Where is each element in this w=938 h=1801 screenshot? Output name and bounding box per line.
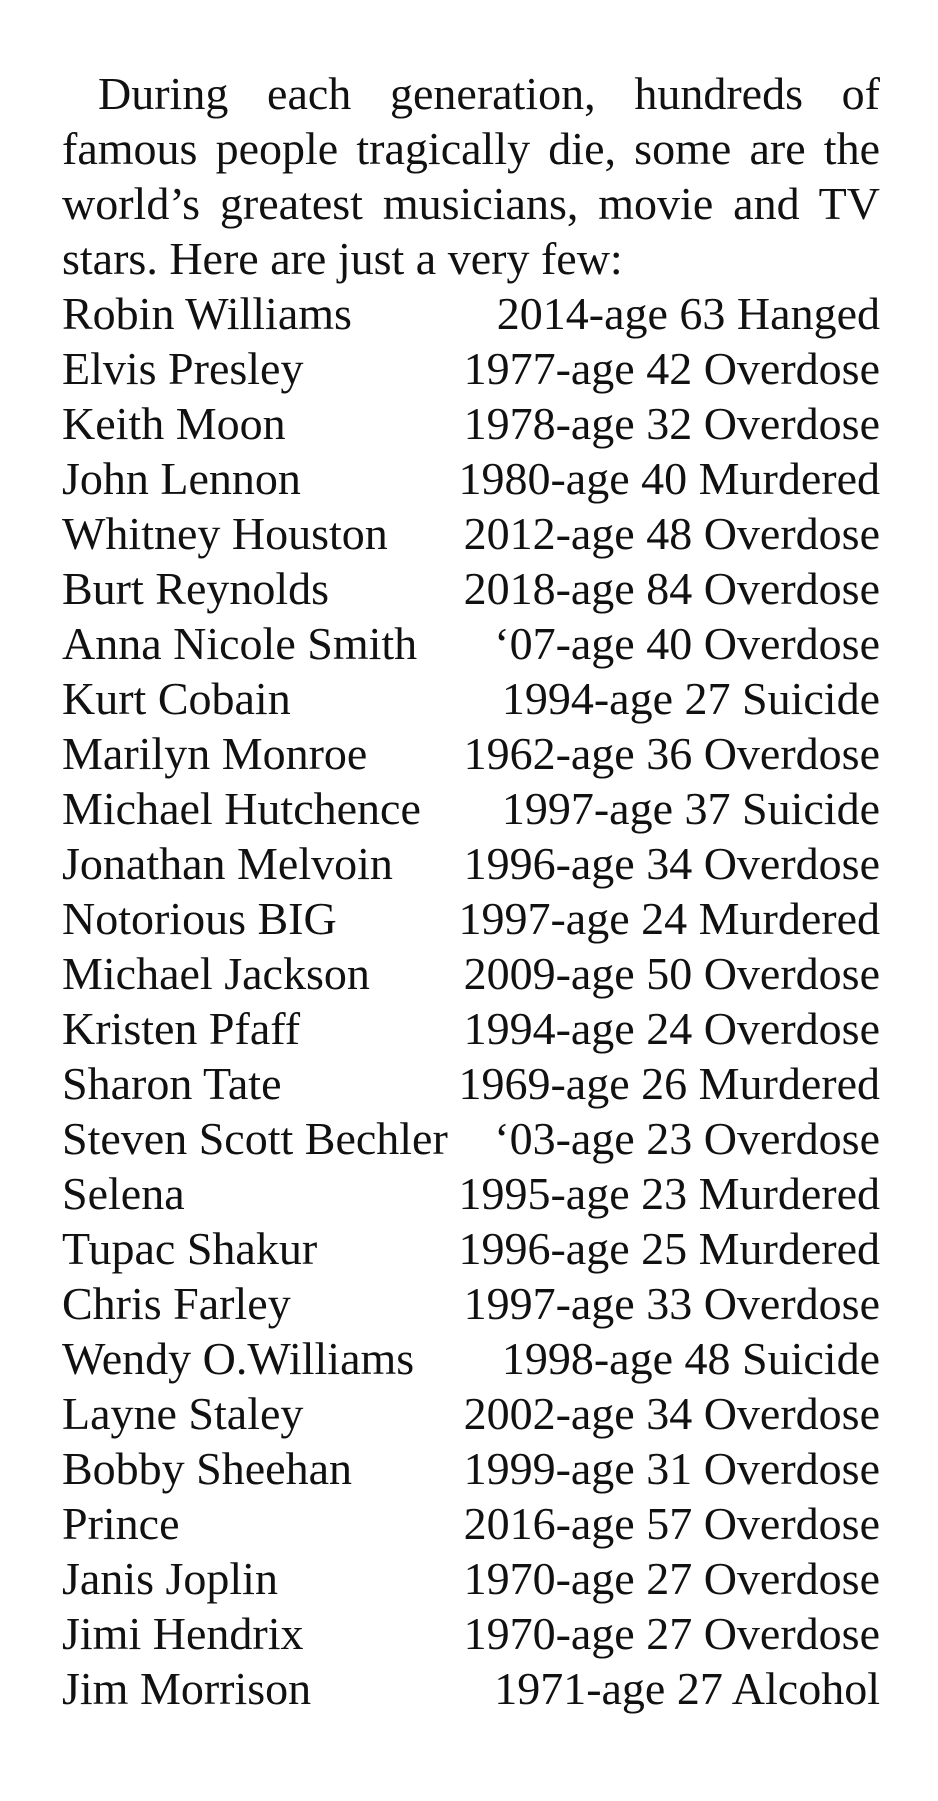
list-item — [62, 1111, 880, 1166]
person-name: John Lennon — [62, 453, 301, 504]
list-item — [62, 451, 880, 506]
list-item — [62, 396, 880, 451]
person-name: Janis Joplin — [62, 1553, 278, 1604]
death-detail: 2012-age 48 Overdose — [463, 508, 880, 559]
person-name: Wendy O.Williams — [62, 1333, 415, 1384]
death-detail: 1994-age 27 Suicide — [501, 673, 880, 724]
person-name: Kurt Cobain — [62, 673, 291, 724]
list-item — [62, 506, 880, 561]
list-item — [62, 946, 880, 1001]
intro-paragraph: During each generation, hundreds of famous people tragically die, some are the world’s greatest musicians, movie and TV stars. Here are just a very few: — [62, 68, 880, 284]
list-item — [62, 781, 880, 836]
person-name: Keith Moon — [62, 398, 286, 449]
list-item — [62, 1276, 880, 1331]
person-name: Jimi Hendrix — [62, 1608, 304, 1659]
person-name: Chris Farley — [62, 1278, 291, 1329]
person-name: Whitney Houston — [62, 508, 388, 559]
person-name: Prince — [62, 1498, 180, 1549]
list-item — [62, 891, 880, 946]
person-name: Tupac Shakur — [62, 1223, 318, 1274]
death-detail: 2009-age 50 Overdose — [463, 948, 880, 999]
list-item — [62, 1496, 880, 1551]
death-detail: 1995-age 23 Murdered — [458, 1168, 880, 1219]
list-item — [62, 1056, 880, 1111]
list-item — [62, 616, 880, 671]
article-column — [62, 66, 880, 1716]
death-detail: 1994-age 24 Overdose — [463, 1003, 880, 1054]
death-detail: 1999-age 31 Overdose — [463, 1443, 880, 1494]
person-name: Anna Nicole Smith — [62, 618, 418, 669]
death-detail: 1997-age 24 Murdered — [458, 893, 880, 944]
person-name: Michael Hutchence — [62, 783, 421, 834]
list-item — [62, 1221, 880, 1276]
death-detail: 1997-age 37 Suicide — [501, 783, 880, 834]
list-item — [62, 286, 880, 341]
person-name: Jonathan Melvoin — [62, 838, 393, 889]
person-name: Jim Morrison — [62, 1663, 312, 1714]
list-item — [62, 1331, 880, 1386]
death-detail: 1970-age 27 Overdose — [463, 1608, 880, 1659]
person-name: Bobby Sheehan — [62, 1443, 353, 1494]
death-detail: 1978-age 32 Overdose — [463, 398, 880, 449]
death-detail: 1996-age 34 Overdose — [463, 838, 880, 889]
person-name: Michael Jackson — [62, 948, 370, 999]
death-detail: ‘07-age 40 Overdose — [494, 618, 880, 669]
death-detail: 1998-age 48 Suicide — [501, 1333, 880, 1384]
person-name: Marilyn Monroe — [62, 728, 368, 779]
death-detail: 1996-age 25 Murdered — [458, 1223, 880, 1274]
death-detail: 2016-age 57 Overdose — [463, 1498, 880, 1549]
person-name: Elvis Presley — [62, 343, 304, 394]
person-name: Selena — [62, 1168, 185, 1219]
list-item — [62, 1441, 880, 1496]
deaths-list — [62, 286, 880, 1716]
death-detail: 1970-age 27 Overdose — [463, 1553, 880, 1604]
death-detail: 1997-age 33 Overdose — [463, 1278, 880, 1329]
person-name: Robin Williams — [62, 288, 352, 339]
list-item — [62, 1661, 880, 1716]
list-item — [62, 836, 880, 891]
list-item — [62, 341, 880, 396]
death-detail: 1971-age 27 Alcohol — [494, 1663, 880, 1714]
person-name: Sharon Tate — [62, 1058, 282, 1109]
list-item — [62, 1001, 880, 1056]
person-name: Layne Staley — [62, 1388, 304, 1439]
list-item — [62, 1166, 880, 1221]
list-item — [62, 1386, 880, 1441]
death-detail: 1962-age 36 Overdose — [463, 728, 880, 779]
death-detail: 1969-age 26 Murdered — [458, 1058, 880, 1109]
death-detail: ‘03-age 23 Overdose — [494, 1113, 880, 1164]
death-detail: 1977-age 42 Overdose — [463, 343, 880, 394]
death-detail: 2002-age 34 Overdose — [463, 1388, 880, 1439]
death-detail: 2014-age 63 Hanged — [496, 288, 880, 339]
death-detail: 1980-age 40 Murdered — [458, 453, 880, 504]
death-detail: 2018-age 84 Overdose — [463, 563, 880, 614]
list-item — [62, 671, 880, 726]
person-name: Notorious BIG — [62, 893, 337, 944]
list-item — [62, 1551, 880, 1606]
person-name: Burt Reynolds — [62, 563, 330, 614]
person-name: Kristen Pfaff — [62, 1003, 301, 1054]
list-item — [62, 726, 880, 781]
list-item — [62, 1606, 880, 1661]
person-name: Steven Scott Bechler — [62, 1113, 448, 1164]
list-item — [62, 561, 880, 616]
